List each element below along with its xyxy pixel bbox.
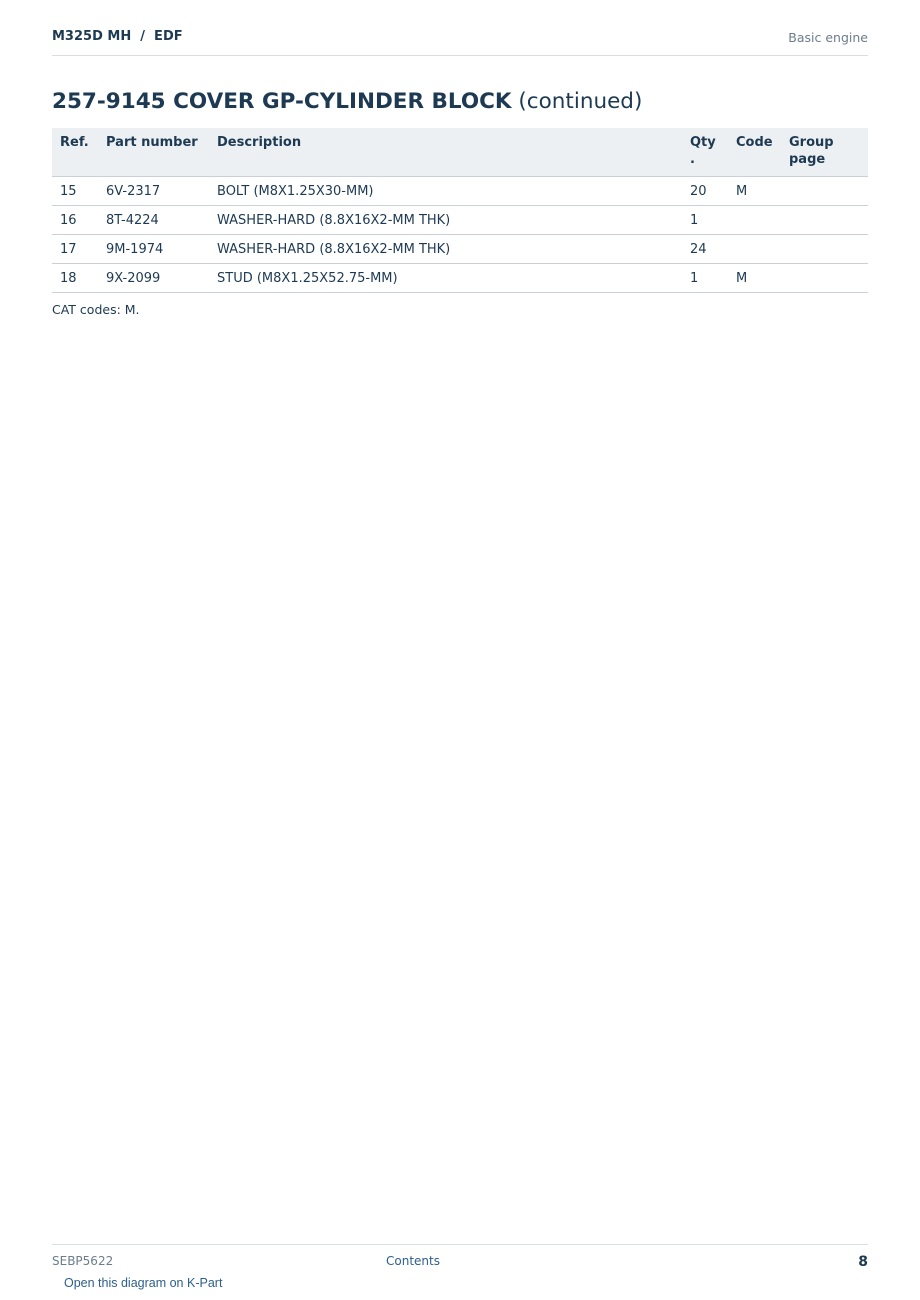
parts-table: [52, 128, 868, 293]
cell-part-number: 9M-1974: [98, 235, 209, 264]
column-header-ref: Ref.: [52, 128, 98, 177]
table-row: [52, 177, 868, 206]
page-title: [52, 89, 642, 114]
cell-group-page: [781, 177, 868, 206]
cell-code: [728, 235, 781, 264]
page-header: [52, 28, 868, 56]
cell-code: M: [728, 264, 781, 293]
cell-code: M: [728, 177, 781, 206]
cell-part-number: 9X-2099: [98, 264, 209, 293]
contents-link[interactable]: Contents: [386, 1254, 440, 1268]
cell-ref: 15: [52, 177, 98, 206]
cell-ref: 16: [52, 206, 98, 235]
cell-qty: 1: [682, 264, 728, 293]
open-kpart-link[interactable]: Open this diagram on K-Part: [64, 1276, 223, 1290]
model-breadcrumb: M325D MH / EDF: [52, 29, 183, 44]
cell-qty: 1: [682, 206, 728, 235]
page-title-main: 257-9145 COVER GP-CYLINDER BLOCK: [52, 89, 512, 114]
cell-code: [728, 206, 781, 235]
section-name: Basic engine: [788, 30, 868, 45]
table-row: [52, 264, 868, 293]
column-header-description: Description: [209, 128, 682, 177]
cell-description: BOLT (M8X1.25X30-MM): [209, 177, 682, 206]
cell-part-number: 8T-4224: [98, 206, 209, 235]
document-id: SEBP5622: [52, 1254, 114, 1268]
table-header-row: [52, 128, 868, 177]
column-header-group-page: Group page: [781, 128, 868, 177]
cell-qty: 24: [682, 235, 728, 264]
cat-codes-note: CAT codes: M.: [52, 302, 140, 317]
column-header-qty: Qty .: [682, 128, 728, 177]
table-row: [52, 235, 868, 264]
cell-group-page: [781, 264, 868, 293]
cell-part-number: 6V-2317: [98, 177, 209, 206]
table-row: [52, 206, 868, 235]
cell-description: WASHER-HARD (8.8X16X2-MM THK): [209, 235, 682, 264]
page-title-suffix: (continued): [518, 89, 643, 114]
page-footer: [52, 1244, 868, 1275]
page-number: 8: [858, 1254, 868, 1270]
cell-ref: 18: [52, 264, 98, 293]
cell-group-page: [781, 235, 868, 264]
cell-group-page: [781, 206, 868, 235]
cell-ref: 17: [52, 235, 98, 264]
cell-qty: 20: [682, 177, 728, 206]
cell-description: STUD (M8X1.25X52.75-MM): [209, 264, 682, 293]
column-header-part-number: Part number: [98, 128, 209, 177]
column-header-code: Code: [728, 128, 781, 177]
cell-description: WASHER-HARD (8.8X16X2-MM THK): [209, 206, 682, 235]
